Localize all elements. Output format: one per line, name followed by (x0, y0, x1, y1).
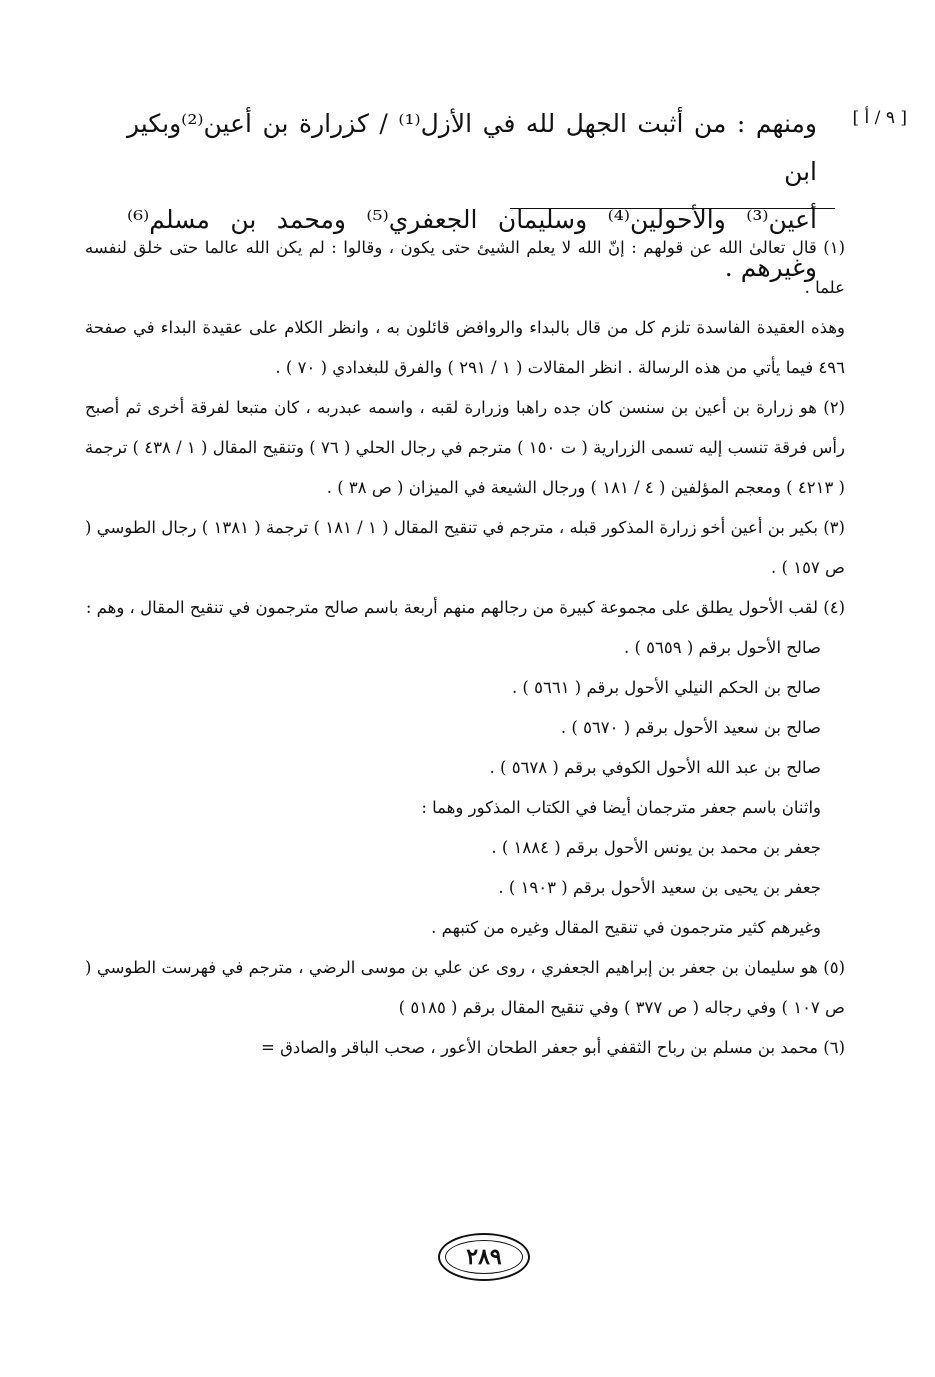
list-item: صالح الأحول برقم ( ٥٦٥٩ ) . (623, 638, 821, 657)
main-text-line-2: أعين⁽³⁾ والأحولين⁽⁴⁾ وسليمان الجعفري⁽⁵⁾ ومحمد بن مسلم⁽⁶⁾ وغيرهم . (127, 205, 817, 282)
main-text-line-1: ومنهم : من أثبت الجهل لله في الأزل⁽¹⁾ / كزرارة بن أعين⁽²⁾وبكير ابن (127, 109, 817, 186)
footnote-5: (٥) هو سليمان بن جعفر بن إبراهيم الجعفري ، روى عن علي بن موسى الرضي ، مترجم في فهرست الطوسي ( ص ١٠٧ ) وفي رجاله ( ص ٣٧٧ ) وفي تنقيح المقال برقم ( ٥١٨٥ ) (85, 958, 845, 1017)
list-item: صالح بن سعيد الأحول برقم ( ٥٦٧٠ ) . (560, 718, 821, 737)
footnote-4-list (85, 628, 845, 948)
manuscript-folio-marker: [ ٩ / أ ] (852, 108, 907, 128)
footnote-separator (510, 208, 835, 209)
list-item: جعفر بن يحيى بن سعيد الأحول برقم ( ١٩٠٣ ) . (498, 878, 821, 897)
footnote-3: (٣) بكير بن أعين أخو زرارة المذكور قبله ، مترجم في تنقيح المقال ( ١ / ١٨١ ) ترجمة ( ١٣٨١ ) رجال الطوسي ( ص ١٥٧ ) . (85, 518, 845, 577)
page-number (438, 1233, 530, 1281)
list-item: صالح بن الحكم النيلي الأحول برقم ( ٥٦٦١ ) . (511, 678, 821, 697)
footnotes (85, 228, 845, 1068)
list-item: وغيرهم كثير مترجمون في تنقيح المقال وغيره من كتبهم . (431, 918, 821, 937)
footnote-1: (١) قال تعالىٰ الله عن قولهم : إنّ الله لا يعلم الشيئ حتى يكون ، وقالوا : لم يكن الله عالما حتى خلق لنفسه علما . (85, 238, 845, 297)
footnote-1-continuation: وهذه العقيدة الفاسدة تلزم كل من قال بالبداء والروافض قائلون به ، وانظر الكلام على عقيدة البداء في صفحة ٤٩٦ فيما يأتي من هذه الرسالة . انظر المقالات ( ١ / ٢٩١ ) والفرق للبغدادي ( ٧٠ ) . (85, 318, 845, 377)
list-item: صالح بن عبد الله الأحول الكوفي برقم ( ٥٦٧٨ ) . (489, 758, 821, 777)
list-item: واثنان باسم جعفر مترجمان أيضا في الكتاب المذكور وهما : (421, 798, 821, 817)
footnote-2: (٢) هو زرارة بن أعين بن سنسن كان جده راهبا وزرارة لقبه ، واسمه عبدربه ، كان متبعا لفرقة أخرى ثم أصبح رأس فرقة تنسب إليه تسمى الزرارية ( ت ١٥٠ ) مترجم في رجال الحلي ( ٧٦ ) وتنقيح المقال ( ١ / ٤٣٨ ) ترجمة ( ٤٢١٣ ) ومعجم المؤلفين ( ٤ / ١٨١ ) ورجال الشيعة في الميزان ( ص ٣٨ ) . (85, 398, 845, 497)
footnote-4: (٤) لقب الأحول يطلق على مجموعة كبيرة من رجالهم منهم أربعة باسم صالح مترجمون في تنقيح المقال ، وهم : (85, 598, 845, 617)
footnote-6: (٦) محمد بن مسلم بن رباح الثقفي أبو جعفر الطحان الأعور ، صحب الباقر والصادق = (261, 1038, 845, 1057)
page-number-text: ٢٨٩ (466, 1244, 502, 1270)
list-item: جعفر بن محمد بن يونس الأحول برقم ( ١٨٨٤ ) . (491, 838, 821, 857)
